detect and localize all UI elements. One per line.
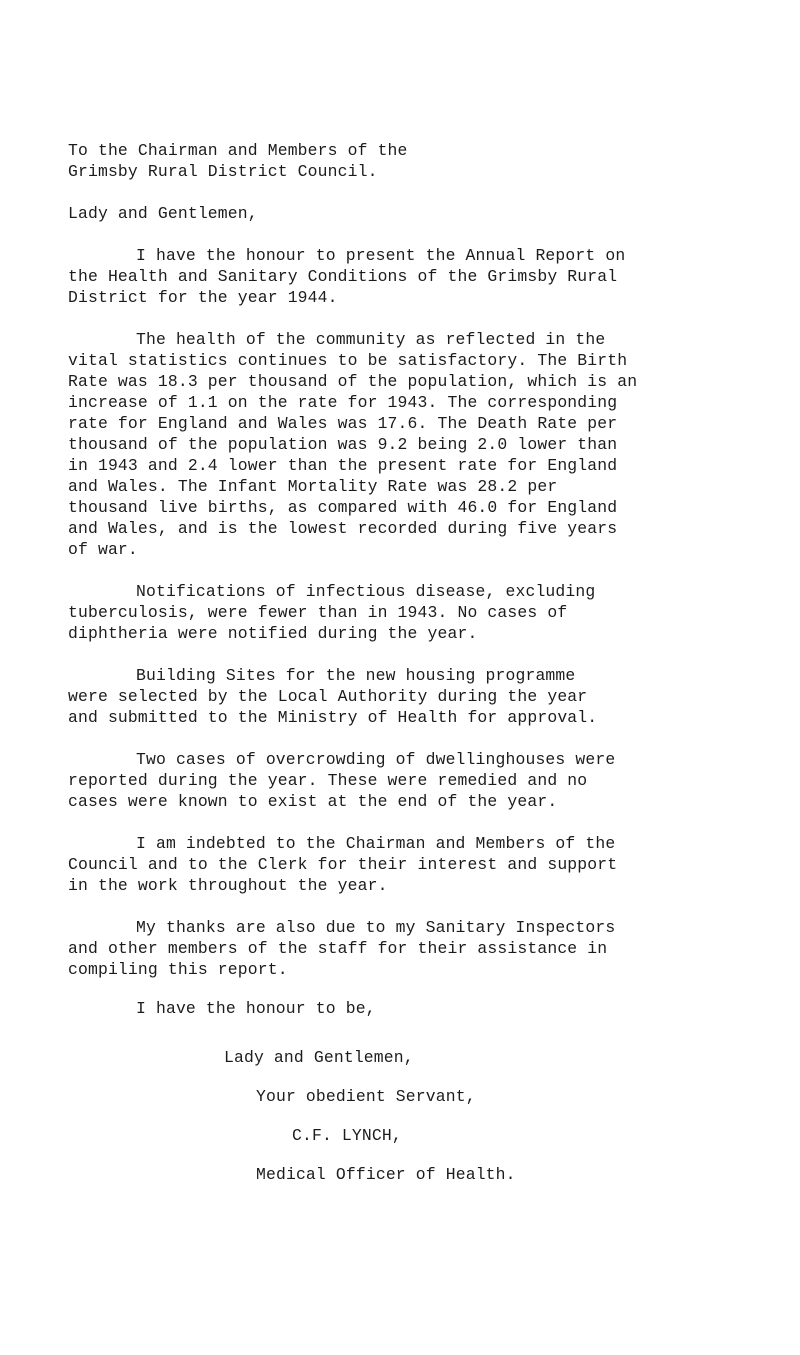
salutation: Lady and Gentlemen, — [68, 204, 258, 223]
paragraph-line: and submitted to the Ministry of Health for approval. — [68, 708, 598, 727]
paragraph-line: Rate was 18.3 per thousand of the population, which is an — [68, 372, 638, 391]
paragraph-line: My thanks are also due to my Sanitary Inspectors — [136, 918, 616, 937]
addressee-line: To the Chairman and Members of the — [68, 141, 408, 160]
paragraph-infectious-disease — [68, 581, 788, 644]
closing-honour: I have the honour to be, — [136, 999, 376, 1018]
paragraph-line: thousand live births, as compared with 46.0 for England — [68, 498, 618, 517]
paragraph-line: cases were known to exist at the end of the year. — [68, 792, 558, 811]
signatory-name: C.F. LYNCH, — [292, 1126, 402, 1145]
paragraph-line: vital statistics continues to be satisfactory. The Birth — [68, 351, 628, 370]
paragraph-overcrowding — [68, 749, 788, 812]
paragraph-acknowledgement-council — [68, 833, 788, 896]
signatory-title: Medical Officer of Health. — [256, 1165, 516, 1184]
closing-block — [68, 998, 788, 1185]
paragraph-line: Building Sites for the new housing programme — [136, 666, 576, 685]
paragraph-line: were selected by the Local Authority during the year — [68, 687, 588, 706]
paragraph-line: increase of 1.1 on the rate for 1943. The corresponding — [68, 393, 618, 412]
paragraph-line: and Wales, and is the lowest recorded during five years — [68, 519, 618, 538]
paragraph-line: compiling this report. — [68, 960, 288, 979]
paragraph-line: diphtheria were notified during the year. — [68, 624, 478, 643]
paragraph-line: reported during the year. These were remedied and no — [68, 771, 588, 790]
paragraph-line: The health of the community as reflected in the — [136, 330, 606, 349]
paragraph-line: of war. — [68, 540, 138, 559]
paragraph-line: and Wales. The Infant Mortality Rate was 28.2 per — [68, 477, 558, 496]
paragraph-acknowledgement-staff — [68, 917, 788, 980]
paragraph-vital-statistics — [68, 329, 788, 560]
paragraph-line: the Health and Sanitary Conditions of the Grimsby Rural — [68, 267, 618, 286]
paragraph-line: rate for England and Wales was 17.6. The Death Rate per — [68, 414, 618, 433]
paragraph-report-intro — [68, 245, 788, 308]
paragraph-line: thousand of the population was 9.2 being 2.0 lower than — [68, 435, 618, 454]
paragraph-line: I am indebted to the Chairman and Members of the — [136, 834, 616, 853]
report-letter — [68, 140, 788, 1185]
paragraph-line: I have the honour to present the Annual Report on — [136, 246, 626, 265]
addressee-block — [68, 140, 788, 182]
paragraph-line: Council and to the Clerk for their interest and support — [68, 855, 618, 874]
closing-servant: Your obedient Servant, — [256, 1087, 476, 1106]
paragraph-line: Two cases of overcrowding of dwellinghouses were — [136, 750, 616, 769]
paragraph-line: Notifications of infectious disease, excluding — [136, 582, 596, 601]
paragraph-housing — [68, 665, 788, 728]
addressee-line: Grimsby Rural District Council. — [68, 162, 378, 181]
paragraph-line: in 1943 and 2.4 lower than the present rate for England — [68, 456, 618, 475]
paragraph-line: and other members of the staff for their assistance in — [68, 939, 608, 958]
closing-salutation: Lady and Gentlemen, — [224, 1048, 414, 1067]
paragraph-line: District for the year 1944. — [68, 288, 338, 307]
paragraph-line: tuberculosis, were fewer than in 1943. No cases of — [68, 603, 568, 622]
paragraph-line: in the work throughout the year. — [68, 876, 388, 895]
